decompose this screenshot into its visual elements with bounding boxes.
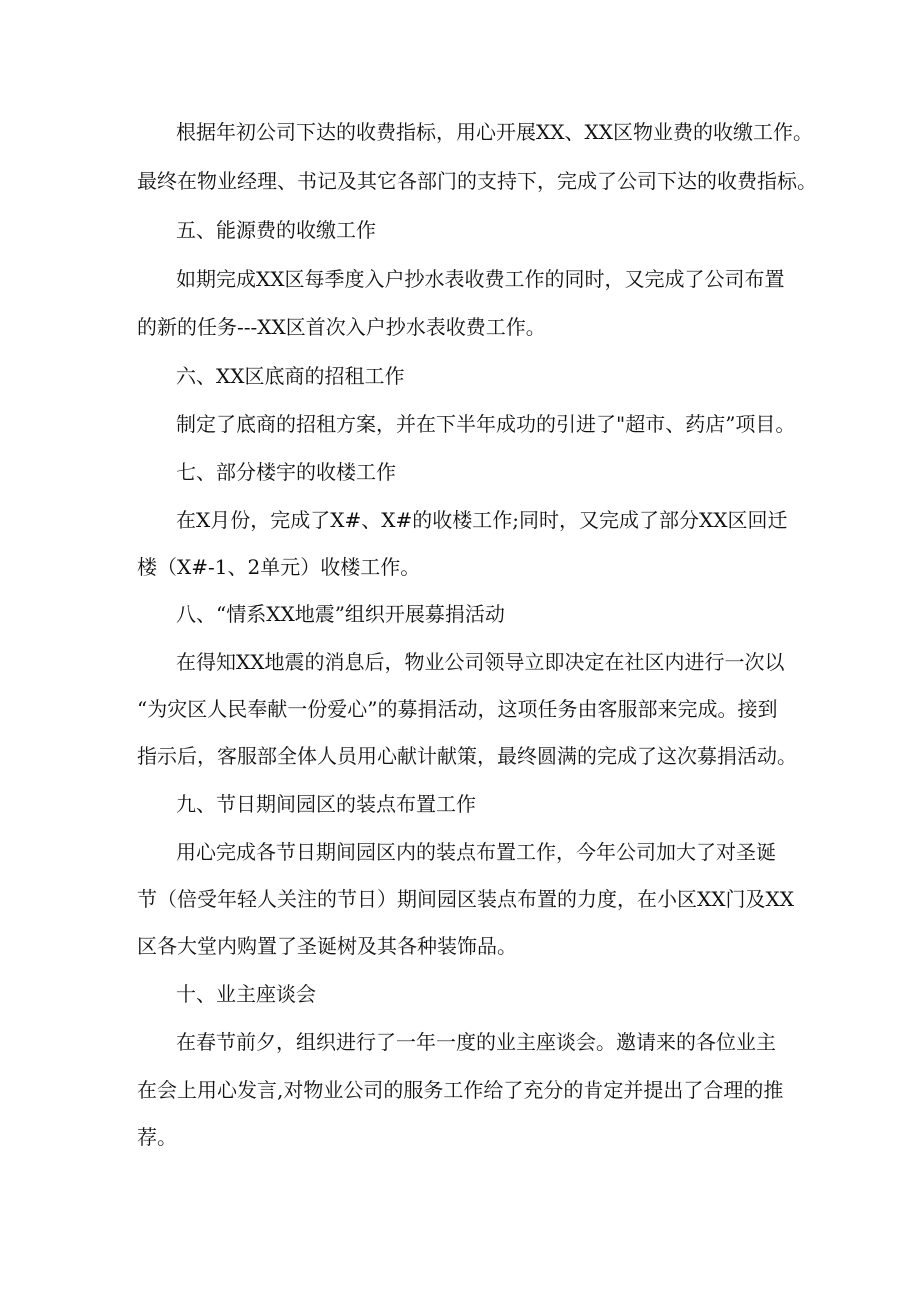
paragraph-line: 荐。 <box>137 1125 177 1149</box>
paragraph-line: 楼（X#-1、2单元）收楼工作。 <box>137 555 421 579</box>
section-heading: 八、“情系XX地震”组织开展募捐活动 <box>176 602 505 626</box>
paragraph-line: 在会上用心发言,对物业公司的服务工作给了充分的肯定并提出了合理的推 <box>137 1078 784 1102</box>
paragraph-line: 如期完成XX区每季度入户抄水表收费工作的同时，又完成了公司布置 <box>176 267 785 291</box>
section-heading: 七、部分楼宇的收楼工作 <box>176 460 396 484</box>
section-heading: 五、能源费的收缴工作 <box>176 218 376 242</box>
paragraph-line: 在得知XX地震的消息后，物业公司领导立即决定在社区内进行一次以 <box>176 650 785 674</box>
section-heading: 十、业主座谈会 <box>176 982 316 1006</box>
paragraph-line: 根据年初公司下达的收费指标，用心开展XX、XX区物业费的收缴工作。 <box>176 120 813 144</box>
paragraph-line: 用心完成各节日期间园区内的装点布置工作，今年公司加大了对圣诞 <box>176 840 776 864</box>
section-heading: 六、XX区底商的招租工作 <box>176 364 405 388</box>
paragraph-line: 最终在物业经理、书记及其它各部门的支持下，完成了公司下达的收费指标。 <box>137 169 817 193</box>
paragraph-line: 在X月份，完成了X#、X#的收楼工作;同时，又完成了部分XX区回迁 <box>176 508 788 532</box>
paragraph-line: “为灾区人民奉献一份爱心”的募捐活动，这项任务由客服部来完成。接到 <box>137 697 778 721</box>
paragraph-line: 节（倍受年轻人关注的节日）期间园区装点布置的力度，在小区XX门及XX <box>137 887 794 911</box>
paragraph-line: 制定了底商的招租方案，并在下半年成功的引进了"超市、药店”项目。 <box>176 412 796 436</box>
paragraph-line: 的新的任务---XX区首次入户抄水表收费工作。 <box>137 315 546 339</box>
paragraph-line: 区各大堂内购置了圣诞树及其各种装饰品。 <box>137 934 517 958</box>
paragraph-line: 在春节前夕，组织进行了一年一度的业主座谈会。邀请来的各位业主 <box>176 1030 776 1054</box>
paragraph-line: 指示后，客服部全体人员用心献计献策，最终圆满的完成了这次募捐活动。 <box>137 744 797 768</box>
section-heading: 九、节日期间园区的装点布置工作 <box>176 792 476 816</box>
